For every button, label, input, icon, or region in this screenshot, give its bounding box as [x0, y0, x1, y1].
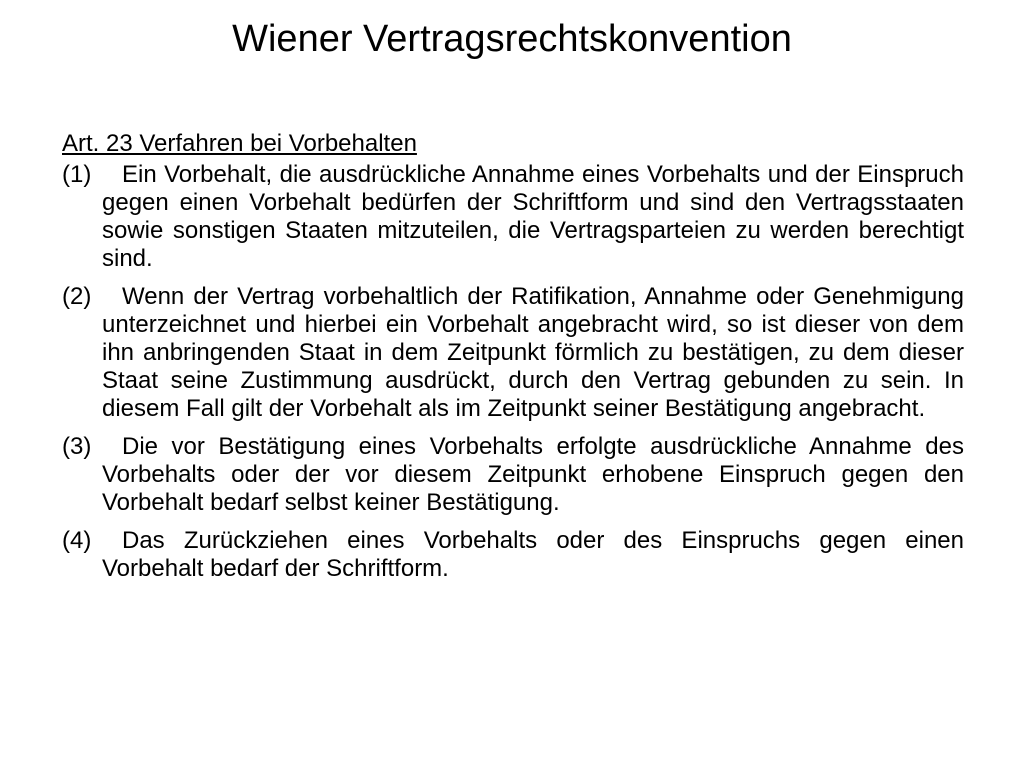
paragraph-text: Wenn der Vertrag vorbehaltlich der Ratifikation, Annahme oder Genehmigung unterzeichnet und hierbei ein Vorbehalt angebracht wird, so ist dieser von dem ihn anbringenden Staat in dem Zeitpunkt förmlich zu bestätigen, zu dem dieser Staat seine Zustimmung ausdrückt, durch den Vertrag gebunden zu sein. In diesem Fall gilt der Vorbehalt als im Zeitpunkt seiner Bestätigung angebracht. [102, 283, 964, 422]
paragraph-text: Das Zurückziehen eines Vorbehalts oder des Einspruchs gegen einen Vorbehalt bedarf der Schriftform. [102, 527, 964, 582]
paragraph-text: Ein Vorbehalt, die ausdrückliche Annahme eines Vorbehalts und der Einspruch gegen einen Vorbehalt bedürfen der Schriftform und sind den Vertragsstaaten sowie sonstigen Staaten mitzuteilen, die Vertragsparteien zu werden berechtigt sind. [102, 161, 964, 272]
paragraph-number: (3) [62, 433, 92, 460]
paragraph-4 [62, 527, 964, 583]
paragraph-text: Die vor Bestätigung eines Vorbehalts erfolgte ausdrückliche Annahme des Vorbehalts oder der vor diesem Zeitpunkt erhobene Einspruch gegen den Vorbehalt bedarf selbst keiner Bestätigung. [102, 433, 964, 516]
slide-title: Wiener Vertragsrechtskonvention [232, 18, 792, 60]
paragraph-1 [62, 161, 964, 273]
paragraph-3 [62, 433, 964, 517]
article-heading: Art. 23 Verfahren bei Vorbehalten [62, 130, 417, 157]
paragraph-number: (4) [62, 527, 92, 554]
paragraph-number: (1) [62, 161, 92, 188]
slide-content [62, 130, 964, 593]
paragraph-2 [62, 283, 964, 423]
paragraph-number: (2) [62, 283, 92, 310]
